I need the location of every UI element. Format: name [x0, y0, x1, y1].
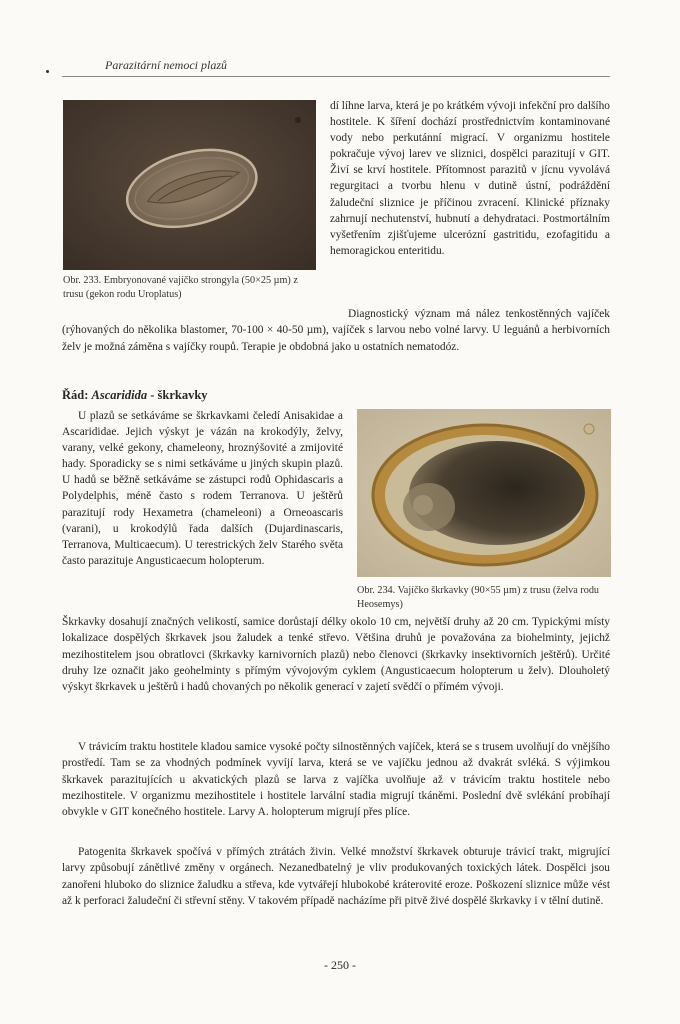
section-heading-suffix: - škrkavky — [147, 388, 208, 402]
body-paragraph-3: V trávicím traktu hostitele kladou samice vysoké počty silnostěnných vajíček, která se s trusem uvolňují do vnějšího prostředí. Tam se za vhodných podmínek vyvíjí larva, která se ve vajíčku jednou až dvakrát svléká. S výjimkou škrkavek parazitujících u akvatických plazů se larva z vajíčka uvolňuje až v trávicím traktu hostitele nebo mezihostitele. V organizmu mezihostitele i hostitele larvální stadia migrují tkáněmi. Poslední dvě svlékání probíhají obvykle v GIT konečného hostitele. Larvy A. holopterum migrují přes plíce. — [62, 741, 610, 819]
figure-234-photo — [357, 409, 611, 577]
diagnostic-paragraph: Diagnostický význam má nález tenkostěnných vajíček (rýhovaných do několika blastomer, 70-100 × 40-50 µm), vajíček s larvou nebo volné larvy. U leguánů a herbivorních želv je možná záměna s vajíčky roupů. Terapie je obdobná jako u ostatních nematodóz. — [62, 308, 610, 353]
figure-233-photo — [63, 100, 316, 270]
section-heading — [62, 388, 208, 403]
left-column-paragraph: U plazů se setkáváme se škrkavkami čeledí Anisakidae a Ascarididae. Jejich výskyt je vázán na krokodýly, želvy, varany, velké gekony, chameleony, hroznýšovité a zmijovité hady. Sporadicky se s nimi setkáváme u jiných skupin plazů. U hadů se běžně setkáváme se zástupci rodů Ophidascaris a Polydelphis, méně často s rodem Terranova. U ještěrů parazitují rody Hexametra (chameleoni) a Orneoascaris (varani), u krokodýlů řada dalších (Dujardinascaris, Terranova, Multicaecum). U terestrických želv Starého světa často parazituje Angusticaecum holopterum. — [62, 410, 343, 567]
margin-dot — [46, 70, 49, 73]
right-column-paragraph: dí líhne larva, která je po krátkém vývoji infekční pro dalšího hostitele. K šíření dochází prostřednictvím kontaminované vody nebo perkutánní migrací. V organizmu hostitele pokračuje vývoj larev ve sliznici, dospělci parazitují v GIT. Živí se krví hostitele. Přítomnost parazitů v jícnu vyvolává regurgitaci a tvorbu hlenu v dutině ústní, podráždění žaludeční sliznice je příčinou zvracení. Klinické příznaky zahrnují nechutenství, hubnutí a dehydrataci. Postmortálním vyšetřením zjišťujeme ulcerózní gastritidu, ezofagitidu a hemoragickou enteritidu. — [330, 100, 610, 257]
running-header: Parazitární nemoci plazů — [105, 58, 227, 72]
body-paragraph-2: Škrkavky dosahují značných velikostí, samice dorůstají délky okolo 10 cm, největší druhy až 20 cm. Typickými místy lokalizace dospělých škrkavek jsou žaludek a tenké střevo. Většina druhů je považována za biohelminty, jejichž mezihostitelem jsou obratlovci (škrkavky karnivorních plazů) nebo členovci (škrkavky insektivorních ještěrů). Určité druhy lze označit jako geohelminty s přímým vývojovým cyklem (Angusticaecum holopterum u želv). Dlouholetý výskyt škrkavek u ještěrů i hadů chovaných po několik generací v zajetí svědčí o přímém vývoji. — [62, 616, 610, 694]
page-number: - 250 - — [324, 958, 356, 972]
figure-234-caption: Obr. 234. Vajíčko škrkavky (90×55 µm) z trusu (želva rodu Heosemys) — [357, 585, 600, 610]
header-rule — [62, 76, 610, 77]
body-paragraph-4: Patogenita škrkavek spočívá v přímých ztrátách živin. Velké množství škrkavek obturuje trávicí trakt, migrující larvy způsobují zánětlivé změny v orgánech. Nezanedbatelný je vliv produkovaných toxických látek. Dospělci jsou zanořeni hluboko do sliznice žaludku a střeva, kde vytvářejí hlubokobé kráterovité eroze. Poškození sliznice může vést až k perforaci žaludeční či střevní stěny. V takovém případě nacházíme při pitvě živé dospělé škrkavky i v tělní dutině. — [62, 846, 610, 907]
section-heading-prefix: Řád: — [62, 388, 92, 402]
figure-233-caption: Obr. 233. Embryonované vajíčko strongyla (50×25 µm) z trusu (gekon rodu Uroplatus) — [63, 275, 298, 300]
section-heading-name: Ascaridida — [91, 388, 148, 402]
